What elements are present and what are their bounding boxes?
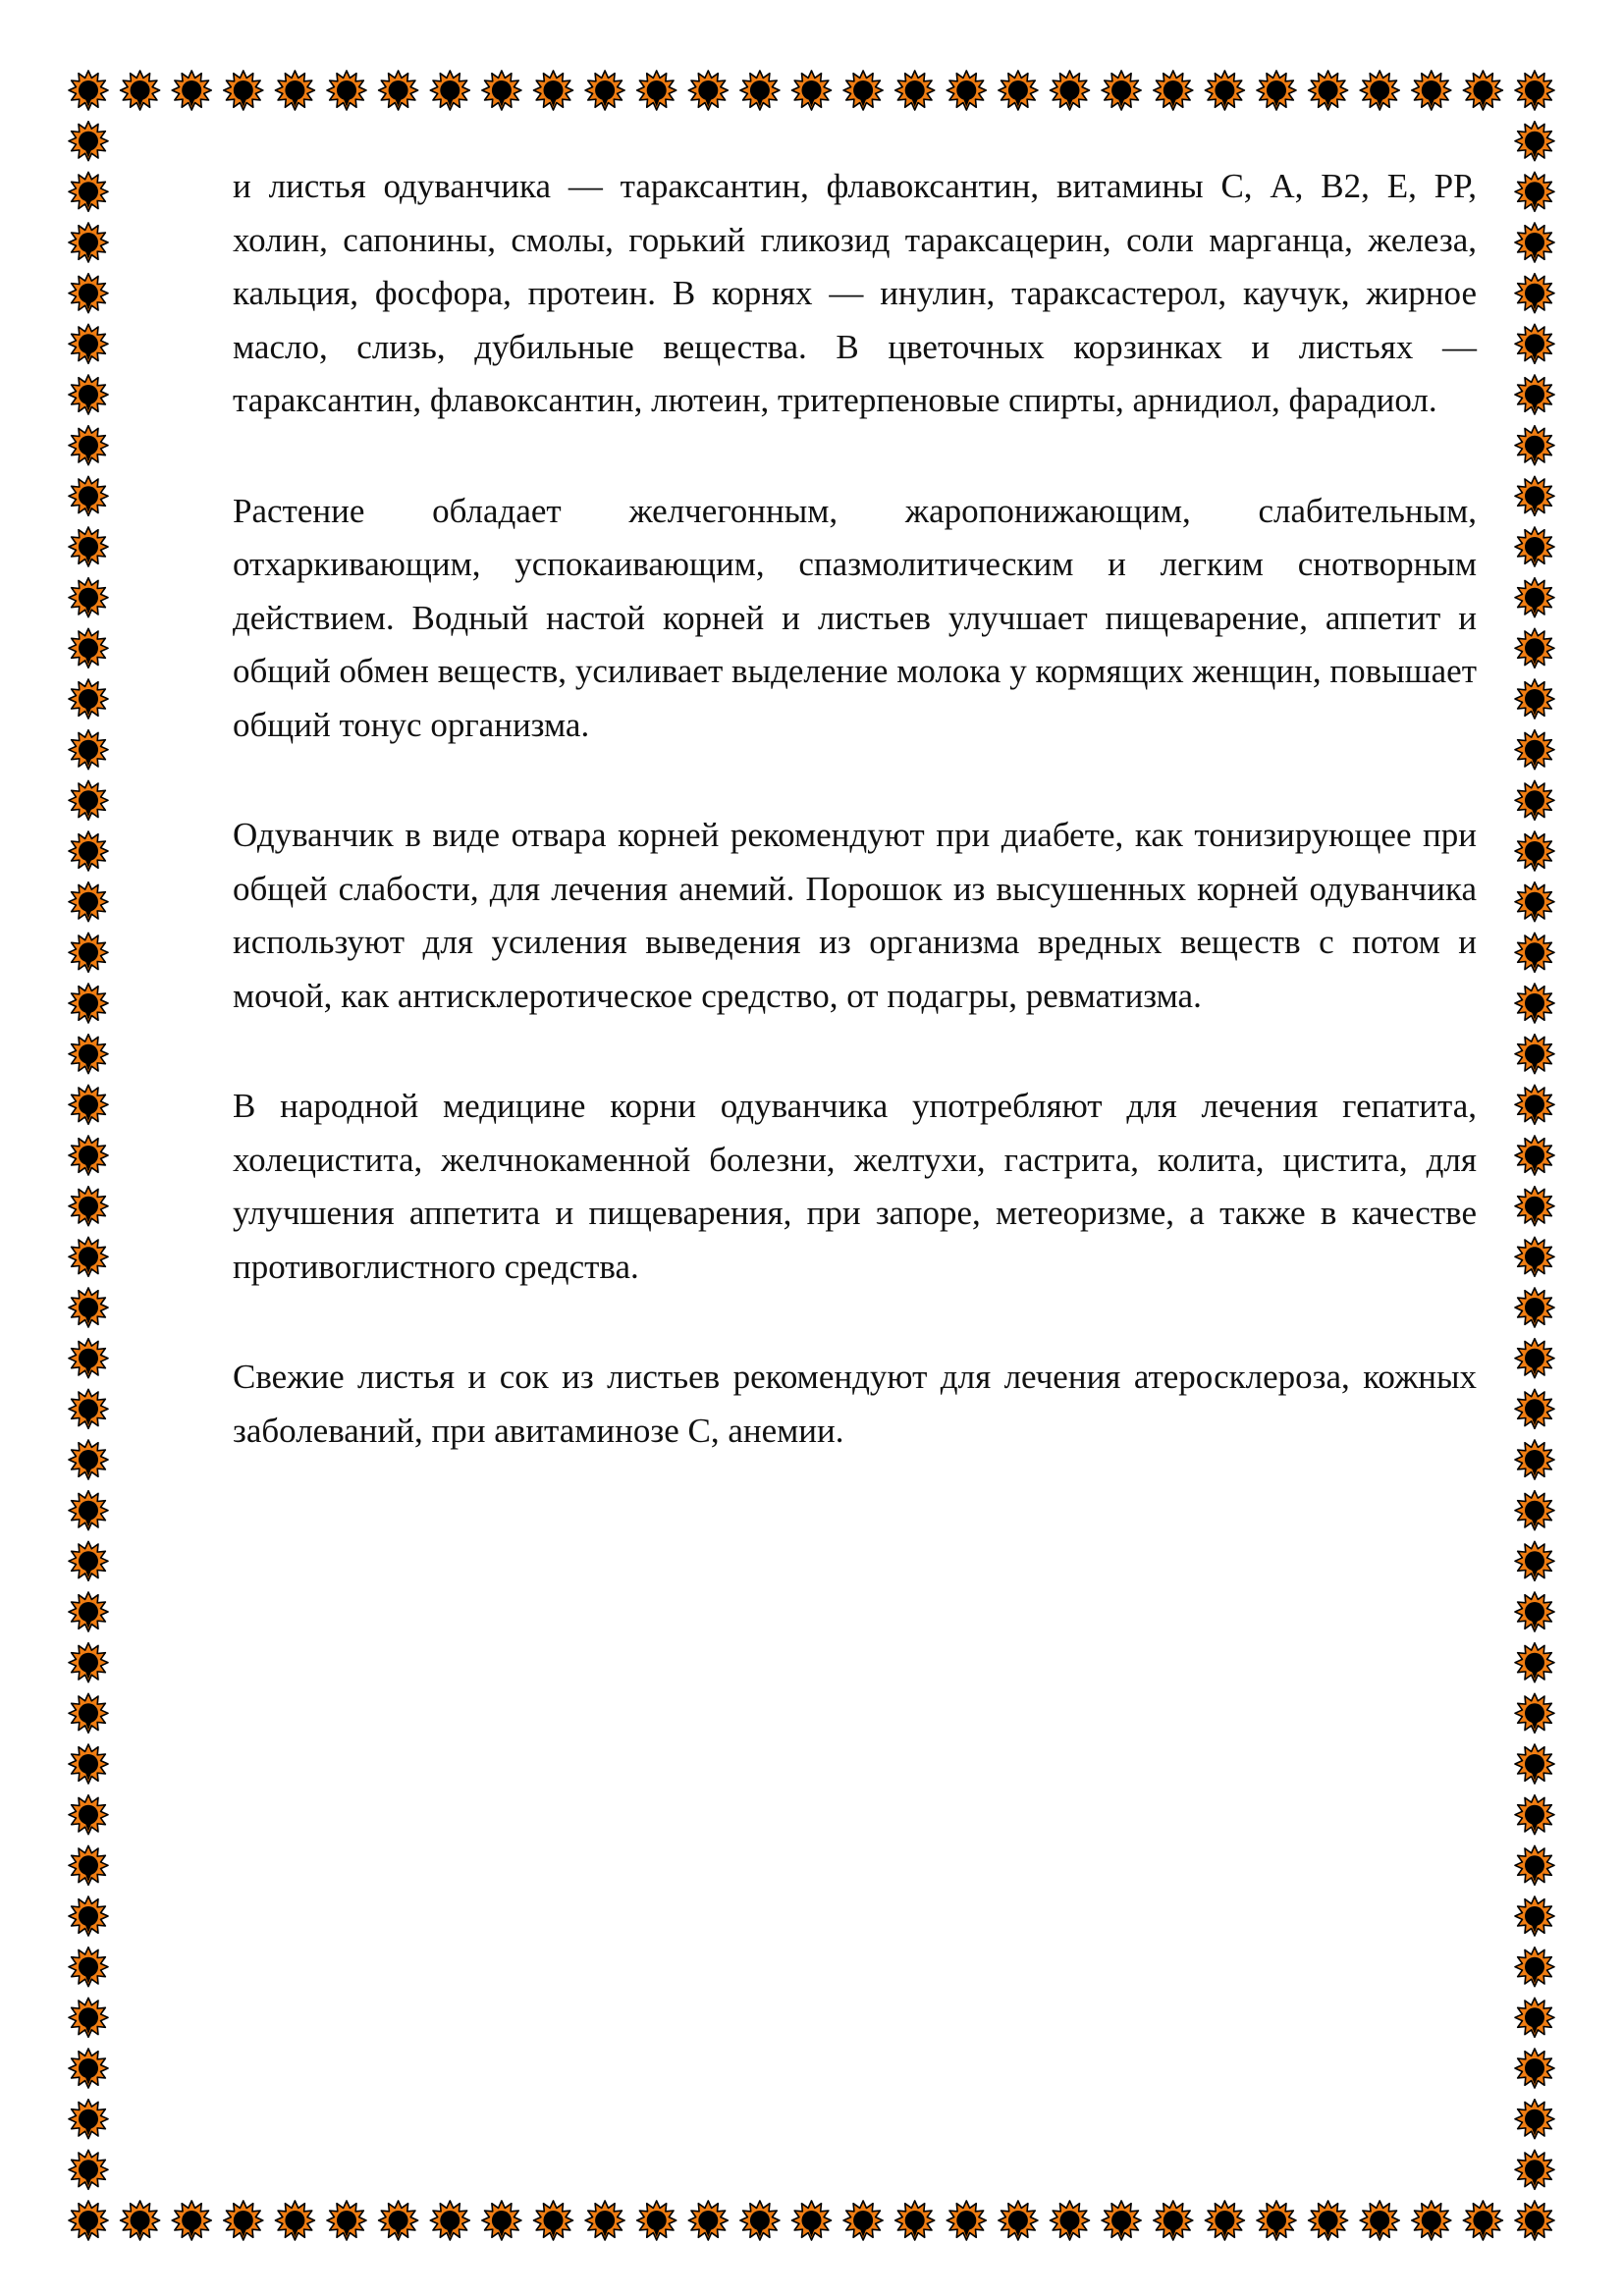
sunflower-icon bbox=[1515, 172, 1554, 211]
sunflower-icon bbox=[1515, 1693, 1554, 1733]
sunflower-icon bbox=[1515, 2150, 1554, 2189]
sunflower-icon bbox=[1515, 274, 1554, 313]
sunflower-icon bbox=[1515, 71, 1554, 110]
sunflower-icon bbox=[69, 1288, 108, 1327]
sunflower-icon bbox=[1205, 2201, 1244, 2240]
sunflower-icon bbox=[1515, 1896, 1554, 1936]
sunflower-icon bbox=[1515, 1237, 1554, 1276]
sunflower-icon bbox=[1515, 426, 1554, 465]
sunflower-icon bbox=[69, 1643, 108, 1682]
sunflower-icon bbox=[482, 2201, 521, 2240]
sunflower-icon bbox=[1051, 2201, 1090, 2240]
sunflower-icon bbox=[379, 2201, 418, 2240]
sunflower-icon bbox=[792, 2201, 832, 2240]
sunflower-icon bbox=[121, 2201, 160, 2240]
sunflower-icon bbox=[69, 324, 108, 363]
sunflower-icon bbox=[69, 1085, 108, 1124]
paragraph-decoction-use: Одуванчик в виде отвара корней рекомендуют при диабете, как тонизирующее при общей слабости, для лечения анемий. Порошок из высушенных корней одуванчика используют для усиления выведения из организма вредных веществ с потом и мочой, как антисклеротическое средство, от подагры, ревматизма. bbox=[233, 816, 1477, 1015]
paragraph-fresh-leaves: Свежие листья и сок из листьев рекомендуют для лечения атеросклероза, кожных заболеваний, при авитаминозе С, анемии. bbox=[233, 1358, 1477, 1450]
sunflower-icon bbox=[1515, 730, 1554, 770]
sunflower-icon bbox=[999, 2201, 1038, 2240]
sunflower-icon bbox=[1515, 223, 1554, 262]
sunflower-icon bbox=[69, 1187, 108, 1226]
sunflower-icon bbox=[69, 831, 108, 871]
sunflower-icon bbox=[69, 2100, 108, 2139]
sunflower-icon bbox=[69, 679, 108, 719]
sunflower-icon bbox=[121, 71, 160, 110]
sunflower-icon bbox=[69, 628, 108, 667]
sunflower-icon bbox=[327, 71, 366, 110]
sunflower-icon bbox=[1102, 71, 1141, 110]
sunflower-icon bbox=[69, 1845, 108, 1885]
sunflower-icon bbox=[69, 1795, 108, 1835]
sunflower-icon bbox=[69, 375, 108, 414]
sunflower-icon bbox=[1515, 1795, 1554, 1835]
sunflower-icon bbox=[1360, 2201, 1399, 2240]
sunflower-icon bbox=[1515, 1389, 1554, 1428]
sunflower-icon bbox=[1463, 71, 1502, 110]
sunflower-icon bbox=[1515, 1948, 1554, 1987]
sunflower-icon bbox=[1257, 2201, 1296, 2240]
sunflower-icon bbox=[585, 2201, 624, 2240]
sunflower-icon bbox=[224, 71, 263, 110]
sunflower-icon bbox=[69, 1136, 108, 1175]
sunflower-icon bbox=[740, 71, 780, 110]
sunflower-icon bbox=[1515, 831, 1554, 871]
sunflower-icon bbox=[69, 1896, 108, 1936]
sunflower-icon bbox=[1360, 71, 1399, 110]
sunflower-icon bbox=[224, 2201, 263, 2240]
sunflower-icon bbox=[1154, 71, 1193, 110]
paragraph-effects: Растение обладает желчегонным, жаропонижающим, слабительным, отхаркивающим, успокаивающим, спазмолитическим и легким снотворным действием. Водный настой корней и листьев улучшает пищеварение, аппетит и общий обмен веществ, усиливает выделение молока у кормящих женщин, повышает общий тонус организма. bbox=[233, 491, 1477, 744]
sunflower-icon bbox=[843, 71, 883, 110]
sunflower-icon bbox=[1154, 2201, 1193, 2240]
sunflower-icon bbox=[1515, 1744, 1554, 1784]
sunflower-icon bbox=[69, 527, 108, 566]
sunflower-icon bbox=[69, 984, 108, 1023]
sunflower-icon bbox=[172, 2201, 211, 2240]
sunflower-icon bbox=[637, 71, 676, 110]
sunflower-icon bbox=[69, 933, 108, 972]
sunflower-icon bbox=[1515, 578, 1554, 617]
sunflower-icon bbox=[1309, 2201, 1348, 2240]
sunflower-icon bbox=[379, 71, 418, 110]
sunflower-icon bbox=[69, 1237, 108, 1276]
sunflower-icon bbox=[69, 1035, 108, 1074]
sunflower-icon bbox=[792, 71, 832, 110]
sunflower-icon bbox=[1515, 1288, 1554, 1327]
sunflower-icon bbox=[1515, 1085, 1554, 1124]
sunflower-icon bbox=[69, 71, 108, 110]
sunflower-icon bbox=[1515, 882, 1554, 922]
sunflower-icon bbox=[69, 882, 108, 922]
sunflower-icon bbox=[1051, 71, 1090, 110]
sunflower-icon bbox=[482, 71, 521, 110]
sunflower-icon bbox=[1515, 476, 1554, 515]
sunflower-icon bbox=[1515, 1339, 1554, 1378]
sunflower-icon bbox=[275, 2201, 314, 2240]
sunflower-icon bbox=[947, 2201, 986, 2240]
sunflower-icon bbox=[1309, 71, 1348, 110]
sunflower-icon bbox=[1515, 1845, 1554, 1885]
sunflower-icon bbox=[1515, 679, 1554, 719]
paragraph-composition: и листья одуванчика — тараксантин, флавоксантин, витамины С, А, В2, Е, РР, холин, сапонины, смолы, горький гликозид тараксацерин, соли марганца, железа, кальция, фосфора, протеин. В корнях — инулин, тараксастерол, каучук, жирное масло, слизь, дубильные вещества. В цветочных корзинках и листьях — тараксантин, флавоксантин, лютеин, тритерпеновые спирты, арнидиол, фарадиол. bbox=[233, 167, 1477, 419]
paragraph-folk-medicine: В народной медицине корни одуванчика употребляют для лечения гепатита, холецистита, желчнокаменной болезни, желтухи, гастрита, колита, цистита, для улучшения аппетита и пищеварения, при запоре, метеоризме, а также в качестве противоглистного средства. bbox=[233, 1087, 1477, 1286]
sunflower-icon bbox=[1515, 1643, 1554, 1682]
sunflower-icon bbox=[1463, 2201, 1502, 2240]
sunflower-icon bbox=[172, 71, 211, 110]
sunflower-icon bbox=[430, 2201, 469, 2240]
sunflower-icon bbox=[895, 2201, 935, 2240]
sunflower-icon bbox=[947, 71, 986, 110]
sunflower-icon bbox=[585, 71, 624, 110]
sunflower-icon bbox=[1515, 1035, 1554, 1074]
sunflower-icon bbox=[843, 2201, 883, 2240]
sunflower-icon bbox=[637, 2201, 676, 2240]
sunflower-icon bbox=[430, 71, 469, 110]
sunflower-icon bbox=[1515, 1440, 1554, 1479]
sunflower-icon bbox=[69, 780, 108, 820]
sunflower-icon bbox=[69, 1744, 108, 1784]
sunflower-icon bbox=[69, 730, 108, 770]
sunflower-icon bbox=[1515, 2201, 1554, 2240]
sunflower-icon bbox=[69, 426, 108, 465]
sunflower-icon bbox=[1412, 2201, 1451, 2240]
sunflower-icon bbox=[69, 2150, 108, 2189]
sunflower-icon bbox=[69, 274, 108, 313]
sunflower-icon bbox=[1412, 71, 1451, 110]
sunflower-icon bbox=[895, 71, 935, 110]
sunflower-icon bbox=[69, 1339, 108, 1378]
sunflower-icon bbox=[69, 1389, 108, 1428]
sunflower-icon bbox=[1515, 1541, 1554, 1580]
sunflower-icon bbox=[1515, 1998, 1554, 2037]
sunflower-icon bbox=[69, 122, 108, 161]
sunflower-icon bbox=[69, 1693, 108, 1733]
sunflower-icon bbox=[1205, 71, 1244, 110]
sunflower-icon bbox=[1257, 71, 1296, 110]
sunflower-icon bbox=[69, 1491, 108, 1530]
sunflower-icon bbox=[327, 2201, 366, 2240]
sunflower-icon bbox=[1515, 984, 1554, 1023]
sunflower-icon bbox=[69, 2201, 108, 2240]
sunflower-icon bbox=[69, 223, 108, 262]
sunflower-icon bbox=[688, 2201, 728, 2240]
sunflower-icon bbox=[1102, 2201, 1141, 2240]
sunflower-icon bbox=[1515, 628, 1554, 667]
sunflower-icon bbox=[69, 1998, 108, 2037]
sunflower-icon bbox=[534, 71, 573, 110]
sunflower-icon bbox=[69, 2049, 108, 2088]
sunflower-icon bbox=[1515, 780, 1554, 820]
sunflower-icon bbox=[69, 1592, 108, 1631]
sunflower-icon bbox=[999, 71, 1038, 110]
sunflower-icon bbox=[1515, 527, 1554, 566]
sunflower-icon bbox=[69, 172, 108, 211]
sunflower-icon bbox=[1515, 122, 1554, 161]
sunflower-icon bbox=[534, 2201, 573, 2240]
sunflower-icon bbox=[1515, 2100, 1554, 2139]
sunflower-icon bbox=[69, 1440, 108, 1479]
sunflower-icon bbox=[1515, 2049, 1554, 2088]
sunflower-icon bbox=[69, 476, 108, 515]
sunflower-icon bbox=[69, 1948, 108, 1987]
sunflower-icon bbox=[1515, 1187, 1554, 1226]
body-text bbox=[233, 160, 1477, 1515]
sunflower-icon bbox=[1515, 933, 1554, 972]
sunflower-icon bbox=[69, 578, 108, 617]
sunflower-icon bbox=[275, 71, 314, 110]
sunflower-icon bbox=[1515, 375, 1554, 414]
sunflower-icon bbox=[688, 71, 728, 110]
sunflower-icon bbox=[740, 2201, 780, 2240]
sunflower-icon bbox=[1515, 1491, 1554, 1530]
sunflower-icon bbox=[1515, 1592, 1554, 1631]
sunflower-icon bbox=[69, 1541, 108, 1580]
sunflower-icon bbox=[1515, 324, 1554, 363]
sunflower-icon bbox=[1515, 1136, 1554, 1175]
